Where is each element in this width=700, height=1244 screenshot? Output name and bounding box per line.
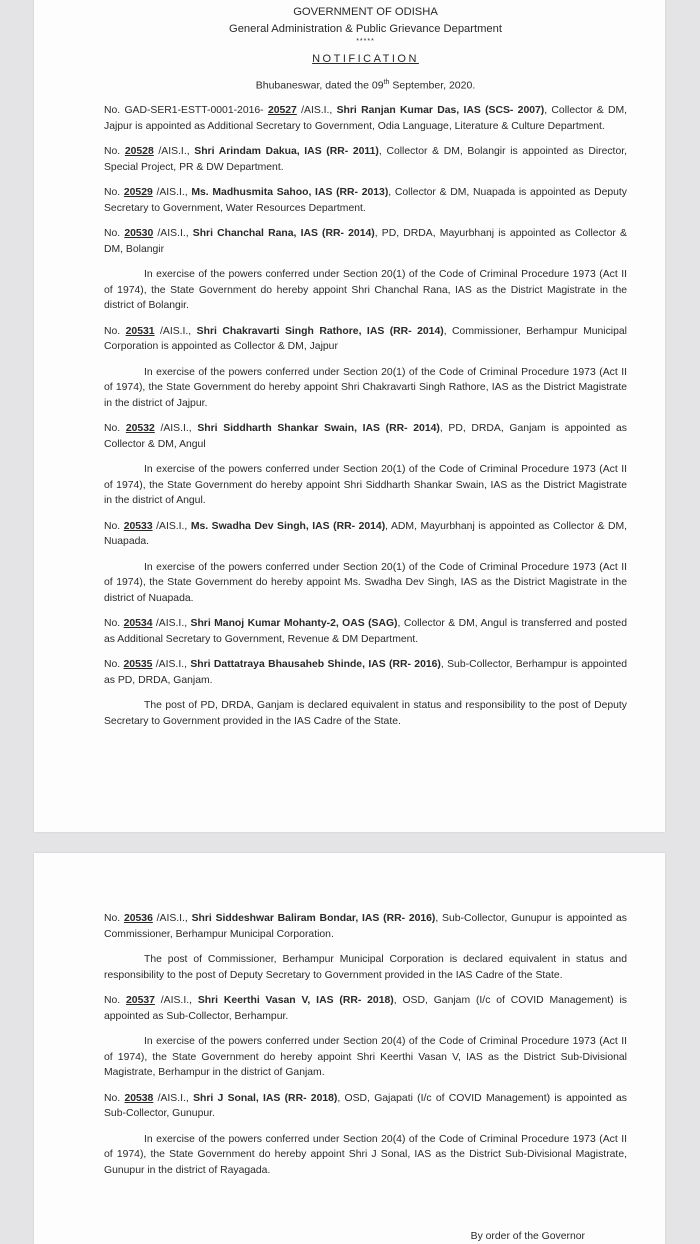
document-page-1 xyxy=(34,0,665,832)
order-details: , PD, DRDA, Mayurbhanj is appointed as Collector & DM, Bolangir xyxy=(104,228,627,255)
order-paragraph xyxy=(104,185,627,216)
exercise-paragraph: The post of Commissioner, Berhampur Municipal Corporation is declared equivalent in status and responsibility to the post of Deputy Secretary to Government provided in the IAS Cadre of the State. xyxy=(104,954,627,981)
order-paragraph xyxy=(104,911,627,942)
officer-name: Shri Chanchal Rana, IAS (RR- 2014) xyxy=(192,228,375,240)
notification-title: NOTIFICATION xyxy=(312,52,419,65)
order-prefix: No. xyxy=(104,995,127,1006)
order-paragraph xyxy=(104,993,627,1024)
order-code: /AIS.I., xyxy=(154,995,198,1006)
order-code: /AIS.I., xyxy=(152,618,191,630)
order-prefix: No. xyxy=(104,1092,125,1104)
order-details: , Commissioner, Berhampur Municipal Corporation is appointed as Collector & DM, Jajpur xyxy=(104,325,627,353)
order-prefix: No. xyxy=(104,913,124,924)
exercise-paragraph: The post of PD, DRDA, Ganjam is declared equivalent in status and responsibility to the post of Deputy Secretary to Government provided in the IAS Cadre of the State. xyxy=(104,700,627,727)
order-number: 20527 xyxy=(267,105,297,117)
officer-name: Shri Chakravarti Singh Rathore, IAS (RR- 2014) xyxy=(196,325,444,337)
order-prefix: No. xyxy=(104,659,124,671)
officer-name: Shri Keerthi Vasan V, IAS (RR- 2018) xyxy=(197,995,394,1006)
officer-name: Shri Manoj Kumar Mohanty-2, OAS (SAG) xyxy=(190,618,398,630)
orders-list xyxy=(104,911,627,1178)
order-number: 20531 xyxy=(125,325,155,337)
order-number: 20538 xyxy=(124,1092,154,1104)
officer-name: Shri Siddeshwar Baliram Bondar, IAS (RR- 2016) xyxy=(191,913,436,924)
order-paragraph xyxy=(104,103,627,134)
order-paragraph xyxy=(104,324,627,355)
officer-name: Ms. Madhusmita Sahoo, IAS (RR- 2013) xyxy=(191,187,389,199)
order-paragraph xyxy=(104,144,627,175)
order-prefix: No. xyxy=(104,325,126,337)
order-number: 20535 xyxy=(123,659,153,671)
order-prefix: No. xyxy=(104,146,125,158)
department-heading: General Administration & Public Grievance Department xyxy=(229,22,502,35)
order-number: 20537 xyxy=(126,995,155,1006)
date-prefix: Bhubaneswar, dated the 09 xyxy=(255,79,384,92)
order-prefix: No. xyxy=(104,520,124,532)
notification-date xyxy=(104,79,627,92)
order-number: 20536 xyxy=(123,913,153,924)
order-code: /AIS.I., xyxy=(296,105,337,117)
order-number: 20530 xyxy=(124,228,154,240)
exercise-paragraph: In exercise of the powers conferred under Section 20(4) of the Code of Criminal Procedure 1973 (Act II of 1974), the State Government do hereby appoint Shri Keerthi Vasan V, IAS as the District Sub-Divisional Magistrate, Berhampur in the district of Ganjam. xyxy=(104,1036,627,1078)
order-code: /AIS.I., xyxy=(152,520,191,532)
order-prefix: No. xyxy=(104,228,125,240)
exercise-paragraph: In exercise of the powers conferred under Section 20(4) of the Code of Criminal Procedure 1973 (Act II of 1974), the State Government do hereby appoint Shri J Sonal, IAS as the District Sub-Divisional Magistrate, Gunupur in the district of Rayagada. xyxy=(104,1133,627,1176)
order-code: /AIS.I., xyxy=(152,913,192,924)
order-code: /AIS.I., xyxy=(153,228,193,240)
order-details: , Collector & DM, Jajpur is appointed as Additional Secretary to Government, Odia Language, Literature & Culture Department. xyxy=(104,105,627,132)
order-prefix: No. xyxy=(104,618,124,630)
order-paragraph xyxy=(104,657,627,688)
order-number: 20534 xyxy=(123,618,153,630)
order-details: , ADM, Mayurbhanj is appointed as Collector & DM, Nuapada. xyxy=(104,520,627,548)
exercise-paragraph: In exercise of the powers conferred under Section 20(1) of the Code of Criminal Procedure 1973 (Act II of 1974), the State Government do hereby appoint Shri Chakravarti Singh Rathore, IAS as the District Magistrate in the district of Jajpur. xyxy=(104,366,627,409)
order-prefix: No. GAD-SER1-ESTT-0001-2016- xyxy=(104,105,268,117)
government-heading: GOVERNMENT OF ODISHA xyxy=(293,6,438,18)
officer-name: Shri Ranjan Kumar Das, IAS (SCS- 2007) xyxy=(336,105,545,117)
order-code: /AIS.I., xyxy=(152,659,191,671)
document-page-2 xyxy=(34,853,665,1244)
officer-name: Shri Siddharth Shankar Swain, IAS (RR- 2014) xyxy=(197,423,440,435)
officer-name: Ms. Swadha Dev Singh, IAS (RR- 2014) xyxy=(190,520,386,532)
order-details: , OSD, Ganjam (I/c of COVID Management) is appointed as Sub-Collector, Berhampur. xyxy=(104,995,627,1022)
order-number: 20528 xyxy=(124,146,154,158)
orders-list xyxy=(104,103,627,729)
exercise-paragraph: In exercise of the powers conferred under Section 20(1) of the Code of Criminal Procedure 1973 (Act II of 1974), the State Government do hereby appoint Ms. Swadha Dev Singh, IAS as the District Magistrate in the district of Nuapada. xyxy=(104,561,627,604)
officer-name: Shri Dattatraya Bhausaheb Shinde, IAS (RR- 2016) xyxy=(190,659,441,671)
order-details: , Collector & DM, Angul is transferred and posted as Additional Secretary to Government, Revenue & DM Department. xyxy=(104,618,627,645)
order-code: /AIS.I., xyxy=(152,187,192,199)
order-details: , PD, DRDA, Ganjam is appointed as Collector & DM, Angul xyxy=(104,423,627,450)
order-details: , OSD, Gajapati (I/c of COVID Management) is appointed as Sub-Collector, Gunupur. xyxy=(104,1092,627,1119)
order-code: /AIS.I., xyxy=(154,325,197,337)
order-code: /AIS.I., xyxy=(153,146,195,158)
stars-separator: ***** xyxy=(356,37,375,45)
date-suffix: September, 2020. xyxy=(389,79,476,92)
order-details: , Sub-Collector, Berhampur is appointed as PD, DRDA, Ganjam. xyxy=(104,659,627,686)
exercise-paragraph: In exercise of the powers conferred under Section 20(1) of the Code of Criminal Procedure 1973 (Act II of 1974), the State Government do hereby appoint Shri Siddharth Shankar Swain, IAS as the District Magistrate in the district of Angul. xyxy=(104,464,627,507)
order-number: 20529 xyxy=(123,187,153,199)
order-code: /AIS.I., xyxy=(153,1092,194,1104)
order-details: , Sub-Collector, Gunupur is appointed as Commissioner, Berhampur Municipal Corporation. xyxy=(104,913,627,940)
order-number: 20532 xyxy=(125,423,155,435)
order-prefix: No. xyxy=(104,423,126,435)
order-paragraph xyxy=(104,421,627,452)
order-code: /AIS.I., xyxy=(154,423,198,435)
order-number: 20533 xyxy=(123,520,153,532)
order-paragraph xyxy=(104,519,627,550)
order-paragraph xyxy=(104,616,627,647)
order-details: , Collector & DM, Bolangir is appointed as Director, Special Project, PR & DW Department. xyxy=(104,146,627,173)
signature-line: By order of the Governor xyxy=(470,1231,585,1242)
date-superscript: th xyxy=(383,78,390,86)
order-paragraph xyxy=(104,226,627,257)
order-details: , Collector & DM, Nuapada is appointed as Deputy Secretary to Government, Water Resources Department. xyxy=(104,187,627,214)
exercise-paragraph: In exercise of the powers conferred under Section 20(1) of the Code of Criminal Procedure 1973 (Act II of 1974), the State Government do hereby appoint Shri Chanchal Rana, IAS as the District Magistrate in the district of Bolangir. xyxy=(104,269,627,312)
order-prefix: No. xyxy=(104,187,124,199)
officer-name: Shri Arindam Dakua, IAS (RR- 2011) xyxy=(194,146,379,158)
officer-name: Shri J Sonal, IAS (RR- 2018) xyxy=(193,1092,338,1104)
order-paragraph xyxy=(104,1091,627,1122)
